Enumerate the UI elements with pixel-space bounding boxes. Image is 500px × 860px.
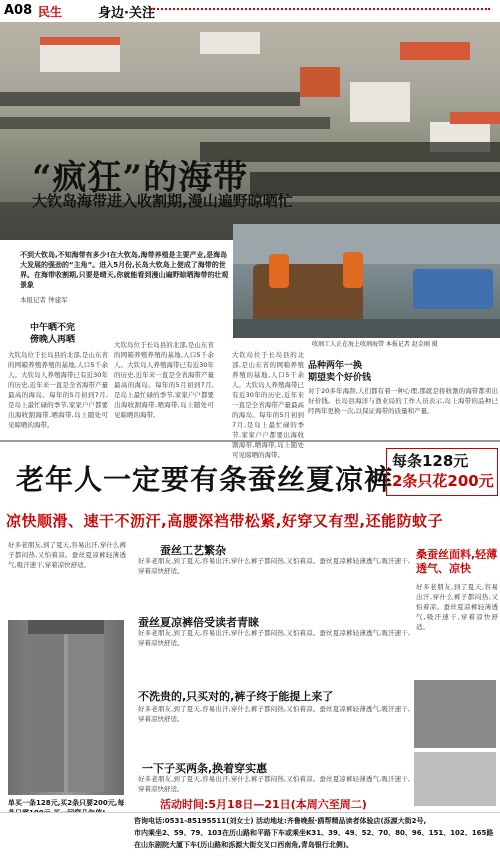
- ad-body-3: 好多老朋友,到了夏天,容易出汗,穿什么裤子都闷热,又怕着凉。蚕丝夏凉裤轻薄透气,吸汗速干,穿着凉快舒适。: [138, 705, 410, 723]
- section1-body: 大钦岛位于长岛县的北部,是山东省的网箱养殖养殖的基地,人口5千余人。大钦岛人养殖海带已有近30年的历史,近年来一直是全省海带产量最高的海岛。每年的5月初到7月,是岛上最忙碌的季节,家家户户都要出海收割海带,晒海带,岛上随处可见晾晒的海带。: [8, 351, 108, 429]
- section1-body-cont: 大钦岛位于长岛县的北部,是山东省的网箱养殖养殖的基地,人口5千余人。大钦岛人养殖海带已有近30年的历史,近年来一直是全省海带产量最高的海岛。每年的5月初到7月,是岛上最忙碌的季节,家家户户都要出海收割海带,晒海带,岛上随处可见晾晒的海带。: [114, 341, 214, 419]
- ad-body-4: 好多老朋友,到了夏天,容易出汗,穿什么裤子都闷热,又怕着凉。蚕丝夏凉裤轻薄透气,吸汗速干,穿着凉快舒适。: [138, 775, 410, 793]
- ad-slogan: 凉快顺滑、速干不沥汗,高腰深裆带松紧,好穿又有型,还能防蚊子: [6, 512, 444, 530]
- photo-kelp-harvest-boat: [233, 224, 500, 338]
- headline-title: “疯狂”的海带: [32, 158, 249, 198]
- ad-heading-2: 蚕丝夏凉裤倍受读者青睐: [138, 616, 259, 629]
- pants-product-image: [8, 620, 124, 795]
- section2-heading-line2: 期望卖个好价钱: [308, 373, 372, 383]
- ad-title: 老年人一定要有条蚕丝夏凉裤: [16, 463, 394, 496]
- section1-heading-line1: 中午晒不完: [30, 323, 76, 333]
- ad-body-2: 好多老朋友,到了夏天,容易出汗,穿什么裤子都闷热,又怕着凉。蚕丝夏凉裤轻薄透气,吸汗速干,穿着凉快舒适。: [138, 629, 410, 647]
- reporter-byline: 本报记者 钟建军: [20, 296, 68, 304]
- header-rule: [150, 8, 490, 16]
- section1-heading: [30, 322, 75, 346]
- photo2-caption: 收割工人正在海上收割海带 本报记者 赵金刚 摄: [312, 341, 438, 348]
- ad-heading-3: 不洗贵的,只买对的,裤子终于能提上来了: [138, 690, 334, 703]
- activity-time: 活动时间:5月18日—21日(本周六至周二): [160, 798, 367, 811]
- section-name: 民生: [38, 5, 63, 19]
- ad-right-body: 好多老朋友,到了夏天,容易出汗,穿什么裤子都闷热,又怕着凉。蚕丝夏凉裤轻薄透气,吸汗速干,穿着凉快舒适。: [416, 583, 498, 631]
- ad-left-intro: 好多老朋友,到了夏天,容易出汗,穿什么裤子都闷热,又怕着凉。蚕丝夏凉裤轻薄透气,吸汗速干,穿着凉快舒适。: [8, 541, 126, 569]
- ad-right-heading: 桑蚕丝面料,轻薄透气、凉快: [416, 548, 498, 575]
- contact-line2: 市内乘坐2、59、79、103在历山路和平路下车或乘坐K31、39、49、52、70、80、96、151、102、165路: [134, 829, 494, 837]
- ad-heading-1: 蚕丝工艺繁杂: [160, 544, 226, 557]
- price-single: 每条128元: [392, 452, 469, 470]
- section-tag: 身边·关注: [98, 6, 155, 21]
- page-number: A08: [4, 3, 33, 18]
- fabric-swatch-light: [414, 752, 496, 806]
- section2-body: 对于20多年海龄,人们都有着一种心理,那就是将收割的海带都卖出好价钱。长岛县海洋与渔业局的工作人员表示,岛上海带的品种已经两年更换一次,以保证海带的质量和产量。: [308, 387, 498, 415]
- contact-line3: 在山东剧院大厦下车(历山路和泺源大街交叉口西南角,青岛银行北侧)。: [134, 841, 354, 849]
- section2-heading-line1: 品种两年一换: [308, 361, 363, 371]
- contact-footer: [0, 812, 500, 859]
- lead-paragraph: 不到大钦岛,不知海带有多少!在大钦岛,海带养殖是主要产业,是海岛大发展的强劲的“主角”。进入5月份,长岛大钦岛上便成了海带的世界。在海带收割期,只要是晴天,你就能看到漫山遍野晾晒海带的壮观景象: [20, 251, 229, 289]
- section2-heading: [308, 360, 371, 384]
- fabric-swatch-dark: [414, 680, 496, 748]
- ad-promo-text: 单买一条128元,买2条只要200元,每: [8, 799, 125, 807]
- price-bundle: 2条只花200元: [392, 472, 494, 490]
- section1-heading-line2: 傍晚人再晒: [30, 335, 76, 345]
- ad-heading-4: 一下子买两条,换着穿实惠: [142, 762, 268, 775]
- ad-body-1: 好多老朋友,到了夏天,容易出汗,穿什么裤子都闷热,又怕着凉。蚕丝夏凉裤轻薄透气,吸汗速干,穿着凉快舒适。: [138, 557, 410, 575]
- headline-subtitle: 大钦岛海带进入收割期,漫山遍野晾晒忙: [32, 192, 293, 210]
- contact-line1: 咨询电话:0531-85195511(刘女士) 活动地址:齐鲁晚报·鸥帮精品读者体验店(泺源大街2号,: [134, 817, 427, 825]
- page-header: [0, 0, 500, 22]
- section2-body-left: 大钦岛位于长岛县的北部,是山东省的网箱养殖养殖的基地,人口5千余人。大钦岛人养殖海带已有近30年的历史,近年来一直是全省海带产量最高的海岛。每年的5月初到7月,是岛上最忙碌的季节,家家户户都要出海收割海带,晒海带,岛上随处可见晾晒的海带。: [232, 351, 304, 459]
